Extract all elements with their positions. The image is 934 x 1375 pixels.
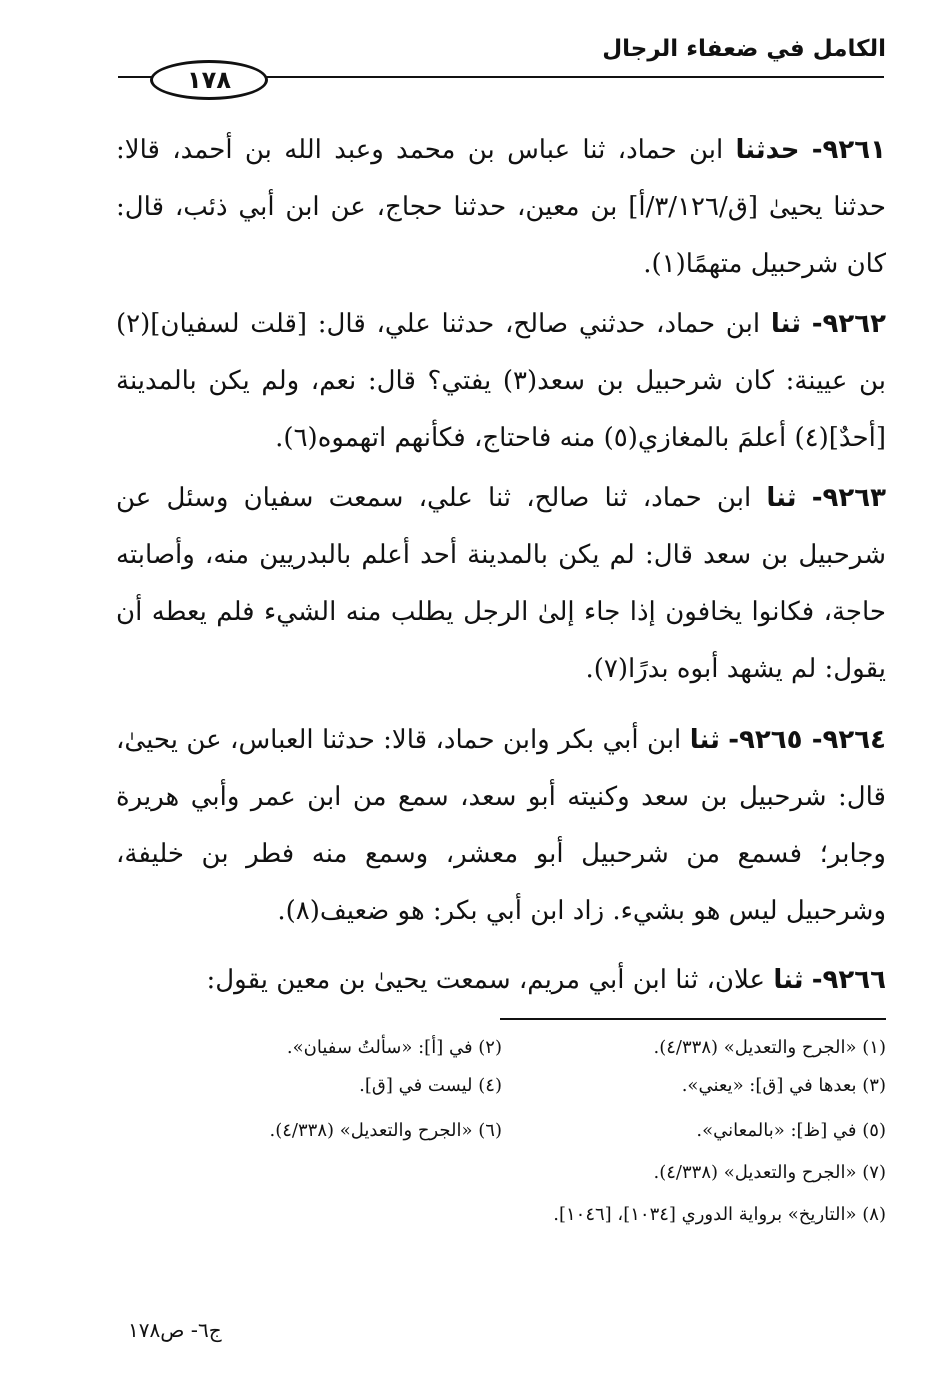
chain-lead-word: ثنا — [689, 725, 720, 755]
footnote-5: (٥) في [ظ]: «بالمعاني». — [696, 1120, 886, 1141]
footnote-6: (٦) «الجرح والتعديل» (٤/٣٣٨). — [269, 1120, 502, 1141]
footnote-8: (٨) «التاريخ» برواية الدوري [١٠٣٤]، [١٠٤٦]. — [553, 1204, 886, 1225]
paragraph-9261 — [116, 122, 886, 293]
footnote-7: (٧) «الجرح والتعديل» (٤/٣٣٨). — [653, 1162, 886, 1183]
footnote-3: (٣) بعدها في [ق]: «يعني». — [681, 1075, 886, 1096]
page-number-badge: ١٧٨ — [150, 60, 268, 100]
hadith-number: ٩٢٦٦- — [811, 965, 886, 995]
hadith-number: ٩٢٦٤- ٩٢٦٥- — [728, 725, 887, 755]
paragraph-text: ابن أبي بكر وابن حماد، قالا: حدثنا العباس، عن يحيىٰ، قال: شرحبيل بن سعد وكنيته أبو سعد، سمع من ابن عمر وأبي هريرة وجابر؛ فسمع من شرحبيل أبو معشر، وسمع منه فطر بن خليفة، وشرحبيل ليس هو بشيء. زاد ابن أبي بكر: هو ضعيف(٨). — [116, 725, 886, 926]
chain-lead-word: ثنا — [770, 309, 801, 339]
running-header-title: الكامل في ضعفاء الرجال — [602, 36, 886, 62]
paragraph-9262 — [116, 296, 886, 467]
chain-lead-word: حدثنا — [735, 135, 800, 165]
hadith-number: ٩٢٦٣- — [811, 483, 886, 513]
footnote-4: (٤) ليست في [ق]. — [359, 1075, 502, 1096]
paragraph-9264-9265 — [116, 712, 886, 940]
paragraph-text: علان، ثنا ابن أبي مريم، سمعت يحيىٰ بن معين يقول: — [206, 965, 774, 995]
footnote-1: (١) «الجرح والتعديل» (٤/٣٣٨). — [653, 1037, 886, 1058]
footnote-2: (٢) في [أ]: «سألتُ سفيان». — [286, 1037, 502, 1058]
volume-page-reference: ج٦- ص١٧٨ — [128, 1318, 222, 1342]
paragraph-9263 — [116, 470, 886, 698]
paragraph-text: ابن حماد، ثنا صالح، ثنا علي، سمعت سفيان وسئل عن شرحبيل بن سعد قال: لم يكن بالمدينة أحد أعلم بالبدريين منه، وأصابته حاجة، فكانوا يخافون إذا جاء إلىٰ الرجل يطلب منه الشيء فلم يعطه أن يقول: لم يشهد أبوه بدرًا(٧). — [116, 483, 886, 684]
chain-lead-word: ثنا — [766, 483, 797, 513]
paragraph-text: ابن حماد، ثنا عباس بن محمد وعبد الله بن أحمد، قالا: حدثنا يحيىٰ [ق/٣/١٢٦/أ] بن معين، حدثنا حجاج، عن ابن أبي ذئب، قال: كان شرحبيل متهمًا(١). — [116, 135, 886, 279]
paragraph-9266 — [116, 952, 886, 1009]
paragraph-text: ابن حماد، حدثني صالح، حدثنا علي، قال: [قلت لسفيان](٢) بن عيينة: كان شرحبيل بن سعد(٣) يفتي؟ قال: نعم، ولم يكن بالمدينة [أحدٌ](٤) أعلمَ بالمغازي(٥) منه فاحتاج، فكأنهم اتهموه(٦). — [116, 309, 886, 453]
footnote-separator — [500, 1018, 886, 1020]
chain-lead-word: ثنا — [773, 965, 804, 995]
hadith-number: ٩٢٦١- — [811, 135, 887, 165]
hadith-number: ٩٢٦٢- — [811, 309, 887, 339]
